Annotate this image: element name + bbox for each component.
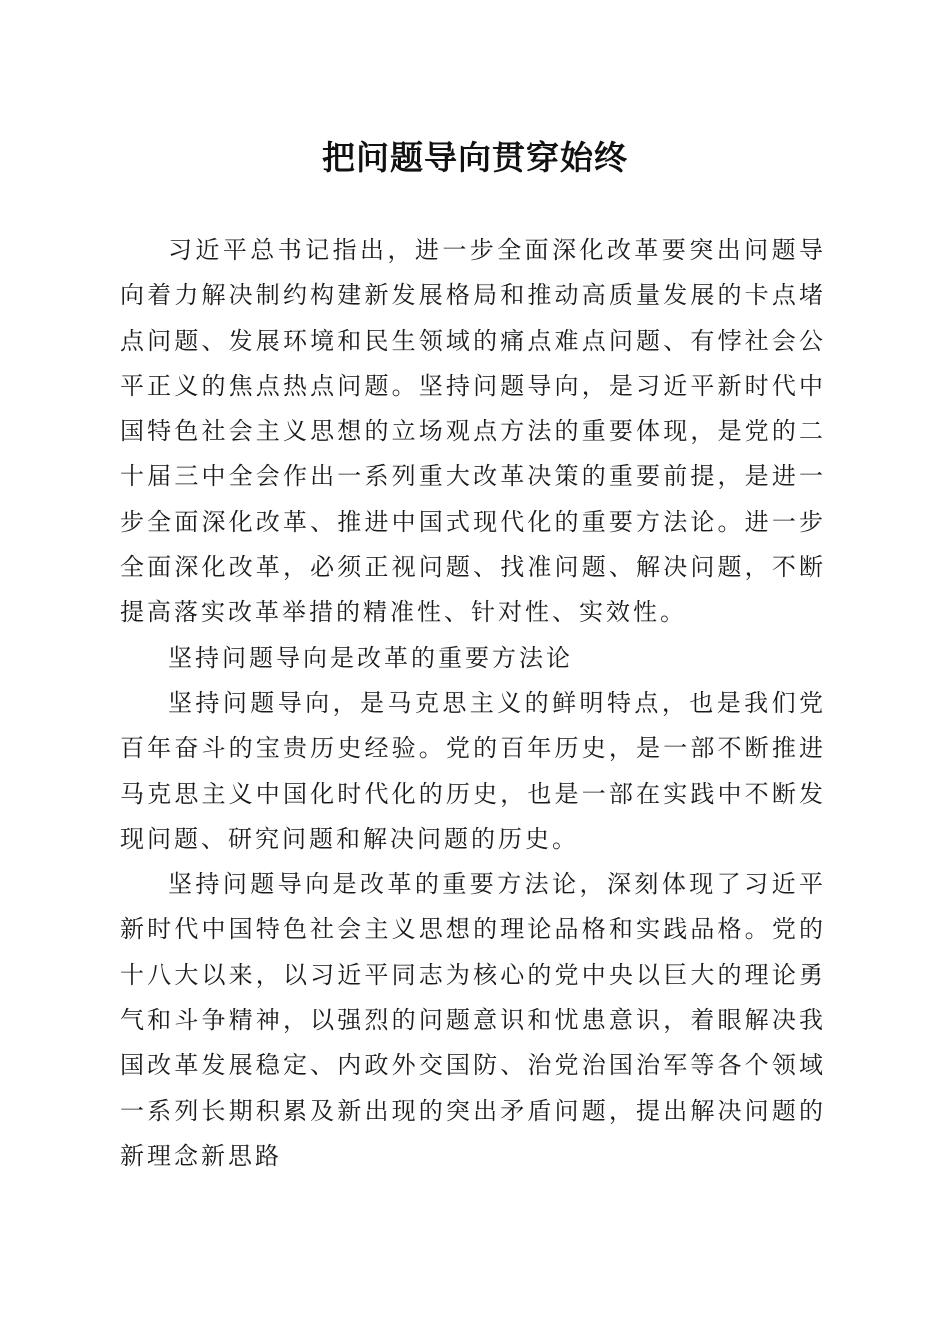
paragraph-methodology: 坚持问题导向是改革的重要方法论，深刻体现了习近平新时代中国特色社会主义思想的理论品格和实践品格。党的十八大以来，以习近平同志为核心的党中央以巨大的理论勇气和斗争精神，以强烈的问题意识和忧患意识，着眼解决我国改革发展稳定、内政外交国防、治党治国治军等各个领域一系列长期积累及新出现的突出矛盾问题，提出解决问题的新理念新思路 <box>120 870 826 1170</box>
document-title: 把问题导向贯穿始终 <box>322 138 628 177</box>
paragraph-intro: 习近平总书记指出，进一步全面深化改革要突出问题导向着力解决制约构建新发展格局和推动高质量发展的卡点堵点问题、发展环境和民生领域的痛点难点问题、有悖社会公平正义的焦点热点问题。坚持问题导向，是习近平新时代中国特色社会主义思想的立场观点方法的重要体现，是党的二十届三中全会作出一系列重大改革决策的重要前提，是进一步全面深化改革、推进中国式现代化的重要方法论。进一步全面深化改革，必须正视问题、找准问题、解决问题，不断提高落实改革举措的精准性、针对性、实效性。 <box>120 236 826 627</box>
section-heading: 坚持问题导向是改革的重要方法论 <box>168 643 573 672</box>
paragraph-history: 坚持问题导向，是马克思主义的鲜明特点，也是我们党百年奋斗的宝贵历史经验。党的百年历史，是一部不断推进马克思主义中国化时代化的历史，也是一部在实践中不断发现问题、研究问题和解决问题的历史。 <box>120 688 826 853</box>
document-body <box>120 228 826 1179</box>
